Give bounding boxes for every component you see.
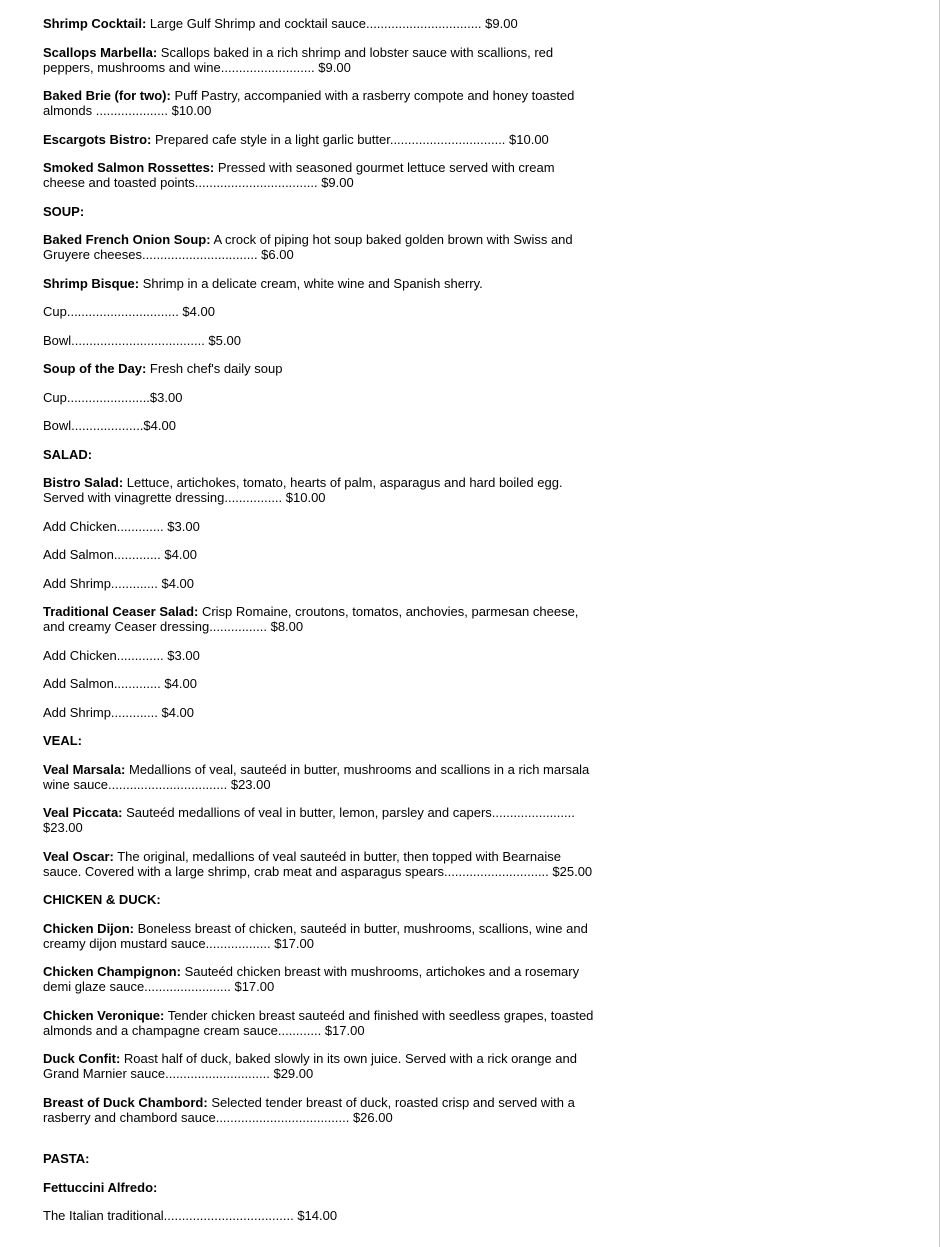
item-description: A crock of piping hot soup baked golden brown with Swiss and Gruyere cheeses................................ $6.00 <box>43 232 573 262</box>
item-description: Scallops baked in a rich shrimp and lobster sauce with scallions, red peppers, mushrooms and wine.......................... $9.00 <box>43 44 554 75</box>
item-name: Shrimp Cocktail: <box>43 16 147 31</box>
item-name: Breast of Duck Chambord: <box>43 1094 208 1110</box>
menu-item-chicken-champignon <box>43 964 599 994</box>
item-description: Crisp Romaine, croutons, tomatos, anchovies, parmesan cheese, and creamy Ceaser dressing................ $8.00 <box>43 604 579 634</box>
addon-line: Add Salmon............. $4.00 <box>43 547 197 562</box>
menu-item-chicken-veronique <box>43 1008 599 1038</box>
section-heading-pasta <box>43 1151 599 1166</box>
menu-item-escargots-bistro <box>43 132 599 147</box>
heading-text: SOUP: <box>43 203 85 219</box>
item-description: Roast half of duck, baked slowly in its own juice. Served with a rick orange and Grand Marnier sauce............................. $29.00 <box>43 1051 577 1081</box>
item-name: Escargots Bistro: <box>43 131 152 147</box>
item-name: Soup of the Day: <box>43 361 147 376</box>
addon-line: Add Shrimp............. $4.00 <box>43 704 195 720</box>
heading-text: SALAD: <box>43 446 93 462</box>
item-description: Medallions of veal, sauteéd in butter, mushrooms and scallions in a rich marsala wine sauce................................. $23.00 <box>43 761 590 792</box>
price-line-day-cup: Cup.......................$3.00 <box>43 389 183 405</box>
menu-item-baked-brie <box>43 88 599 118</box>
menu-item-ceaser-salad <box>43 604 599 634</box>
menu-item-fettuccini-alfredo <box>43 1180 599 1195</box>
menu-item-veal-oscar <box>43 849 599 879</box>
item-name: Baked Brie (for two): <box>43 88 171 103</box>
section-heading-salad <box>43 447 599 462</box>
item-description: Large Gulf Shrimp and cocktail sauce................................ $9.00 <box>146 16 518 31</box>
item-description: Pressed with seasoned gourmet lettuce served with cream cheese and toasted points.................................. $9.00 <box>43 160 555 190</box>
section-heading-soup <box>43 204 599 219</box>
item-name: Chicken Champignon: <box>43 964 181 979</box>
menu-item-chicken-dijon <box>43 921 599 951</box>
item-description: Fresh chef's daily soup <box>146 361 283 376</box>
item-description: Tender chicken breast sauteéd and finished with seedless grapes, toasted almonds and a champagne cream sauce............ $17.00 <box>43 1007 594 1038</box>
heading-text: PASTA: <box>43 1151 90 1166</box>
item-description: Selected tender breast of duck, roasted crisp and served with a rasberry and chambord sauce..................................... $26.00 <box>43 1094 575 1125</box>
item-name: Duck Confit: <box>43 1051 121 1066</box>
item-name: Baked French Onion Soup: <box>43 232 211 247</box>
section-heading-veal <box>43 733 599 748</box>
addon-line: Add Chicken............. $3.00 <box>43 647 200 663</box>
menu-item-french-onion-soup <box>43 232 599 262</box>
item-description: Prepared cafe style in a light garlic butter................................ $10.00 <box>151 131 549 147</box>
addon-line: Add Salmon............. $4.00 <box>43 676 197 691</box>
item-name: Smoked Salmon Rossettes: <box>43 160 215 175</box>
item-description: The original, medallions of veal sauteéd in butter, then topped with Bearnaise sauce. Covered with a large shrimp, crab meat and asparagus spears............................. $25.00 <box>43 848 593 879</box>
price-line-alfredo: The Italian traditional.................................... $14.00 <box>43 1208 338 1223</box>
item-name: Veal Piccata: <box>43 805 123 820</box>
item-name: Chicken Dijon: <box>43 920 135 936</box>
price-line-bisque-bowl: Bowl..................................... $5.00 <box>43 332 241 348</box>
menu-item-veal-marsala <box>43 762 599 792</box>
price-line-day-bowl: Bowl....................$4.00 <box>43 418 176 433</box>
item-description: Lettuce, artichokes, tomato, hearts of palm, asparagus and hard boiled egg. Served with vinagrette dressing................ $10.00 <box>43 475 563 505</box>
menu-content <box>43 16 599 1237</box>
addon-line: Add Chicken............. $3.00 <box>43 518 200 534</box>
menu-item-duck-confit <box>43 1051 599 1081</box>
item-name: Scallops Marbella: <box>43 44 158 60</box>
item-description: Boneless breast of chicken, sauteéd in butter, mushrooms, scallions, wine and creamy dijon mustard sauce.................. $17.00 <box>43 920 588 951</box>
menu-item-veal-piccata <box>43 805 599 835</box>
item-name: Fettuccini Alfredo: <box>43 1179 158 1195</box>
item-description: Sauteéd medallions of veal in butter, lemon, parsley and capers....................... $23.00 <box>43 805 575 835</box>
menu-item-smoked-salmon <box>43 160 599 190</box>
item-description: Sauteéd chicken breast with mushrooms, artichokes and a rosemary demi glaze sauce........................ $17.00 <box>43 964 580 994</box>
item-name: Bistro Salad: <box>43 475 124 490</box>
menu-item-duck-chambord <box>43 1095 599 1125</box>
addon-line: Add Shrimp............. $4.00 <box>43 575 195 591</box>
menu-item-shrimp-cocktail <box>43 16 599 31</box>
section-heading-chicken-duck <box>43 892 599 907</box>
heading-text: CHICKEN & DUCK: <box>43 892 161 907</box>
menu-item-scallops-marbella <box>43 45 599 75</box>
item-name: Shrimp Bisque: <box>43 275 140 291</box>
blank-spacer <box>43 1138 599 1151</box>
menu-item-bistro-salad <box>43 475 599 505</box>
item-name: Chicken Veronique: <box>43 1007 165 1023</box>
price-line-bisque-cup: Cup............................... $4.00 <box>43 304 215 319</box>
item-description: Shrimp in a delicate cream, white wine and Spanish sherry. <box>139 275 483 291</box>
item-name: Veal Oscar: <box>43 848 114 864</box>
item-name: Veal Marsala: <box>43 761 126 777</box>
item-description: Puff Pastry, accompanied with a rasberry compote and honey toasted almonds .................... $10.00 <box>43 88 575 118</box>
menu-item-shrimp-bisque <box>43 276 599 291</box>
menu-item-soup-of-the-day <box>43 361 599 376</box>
item-name: Traditional Ceaser Salad: <box>43 604 199 619</box>
heading-text: VEAL: <box>43 733 82 748</box>
